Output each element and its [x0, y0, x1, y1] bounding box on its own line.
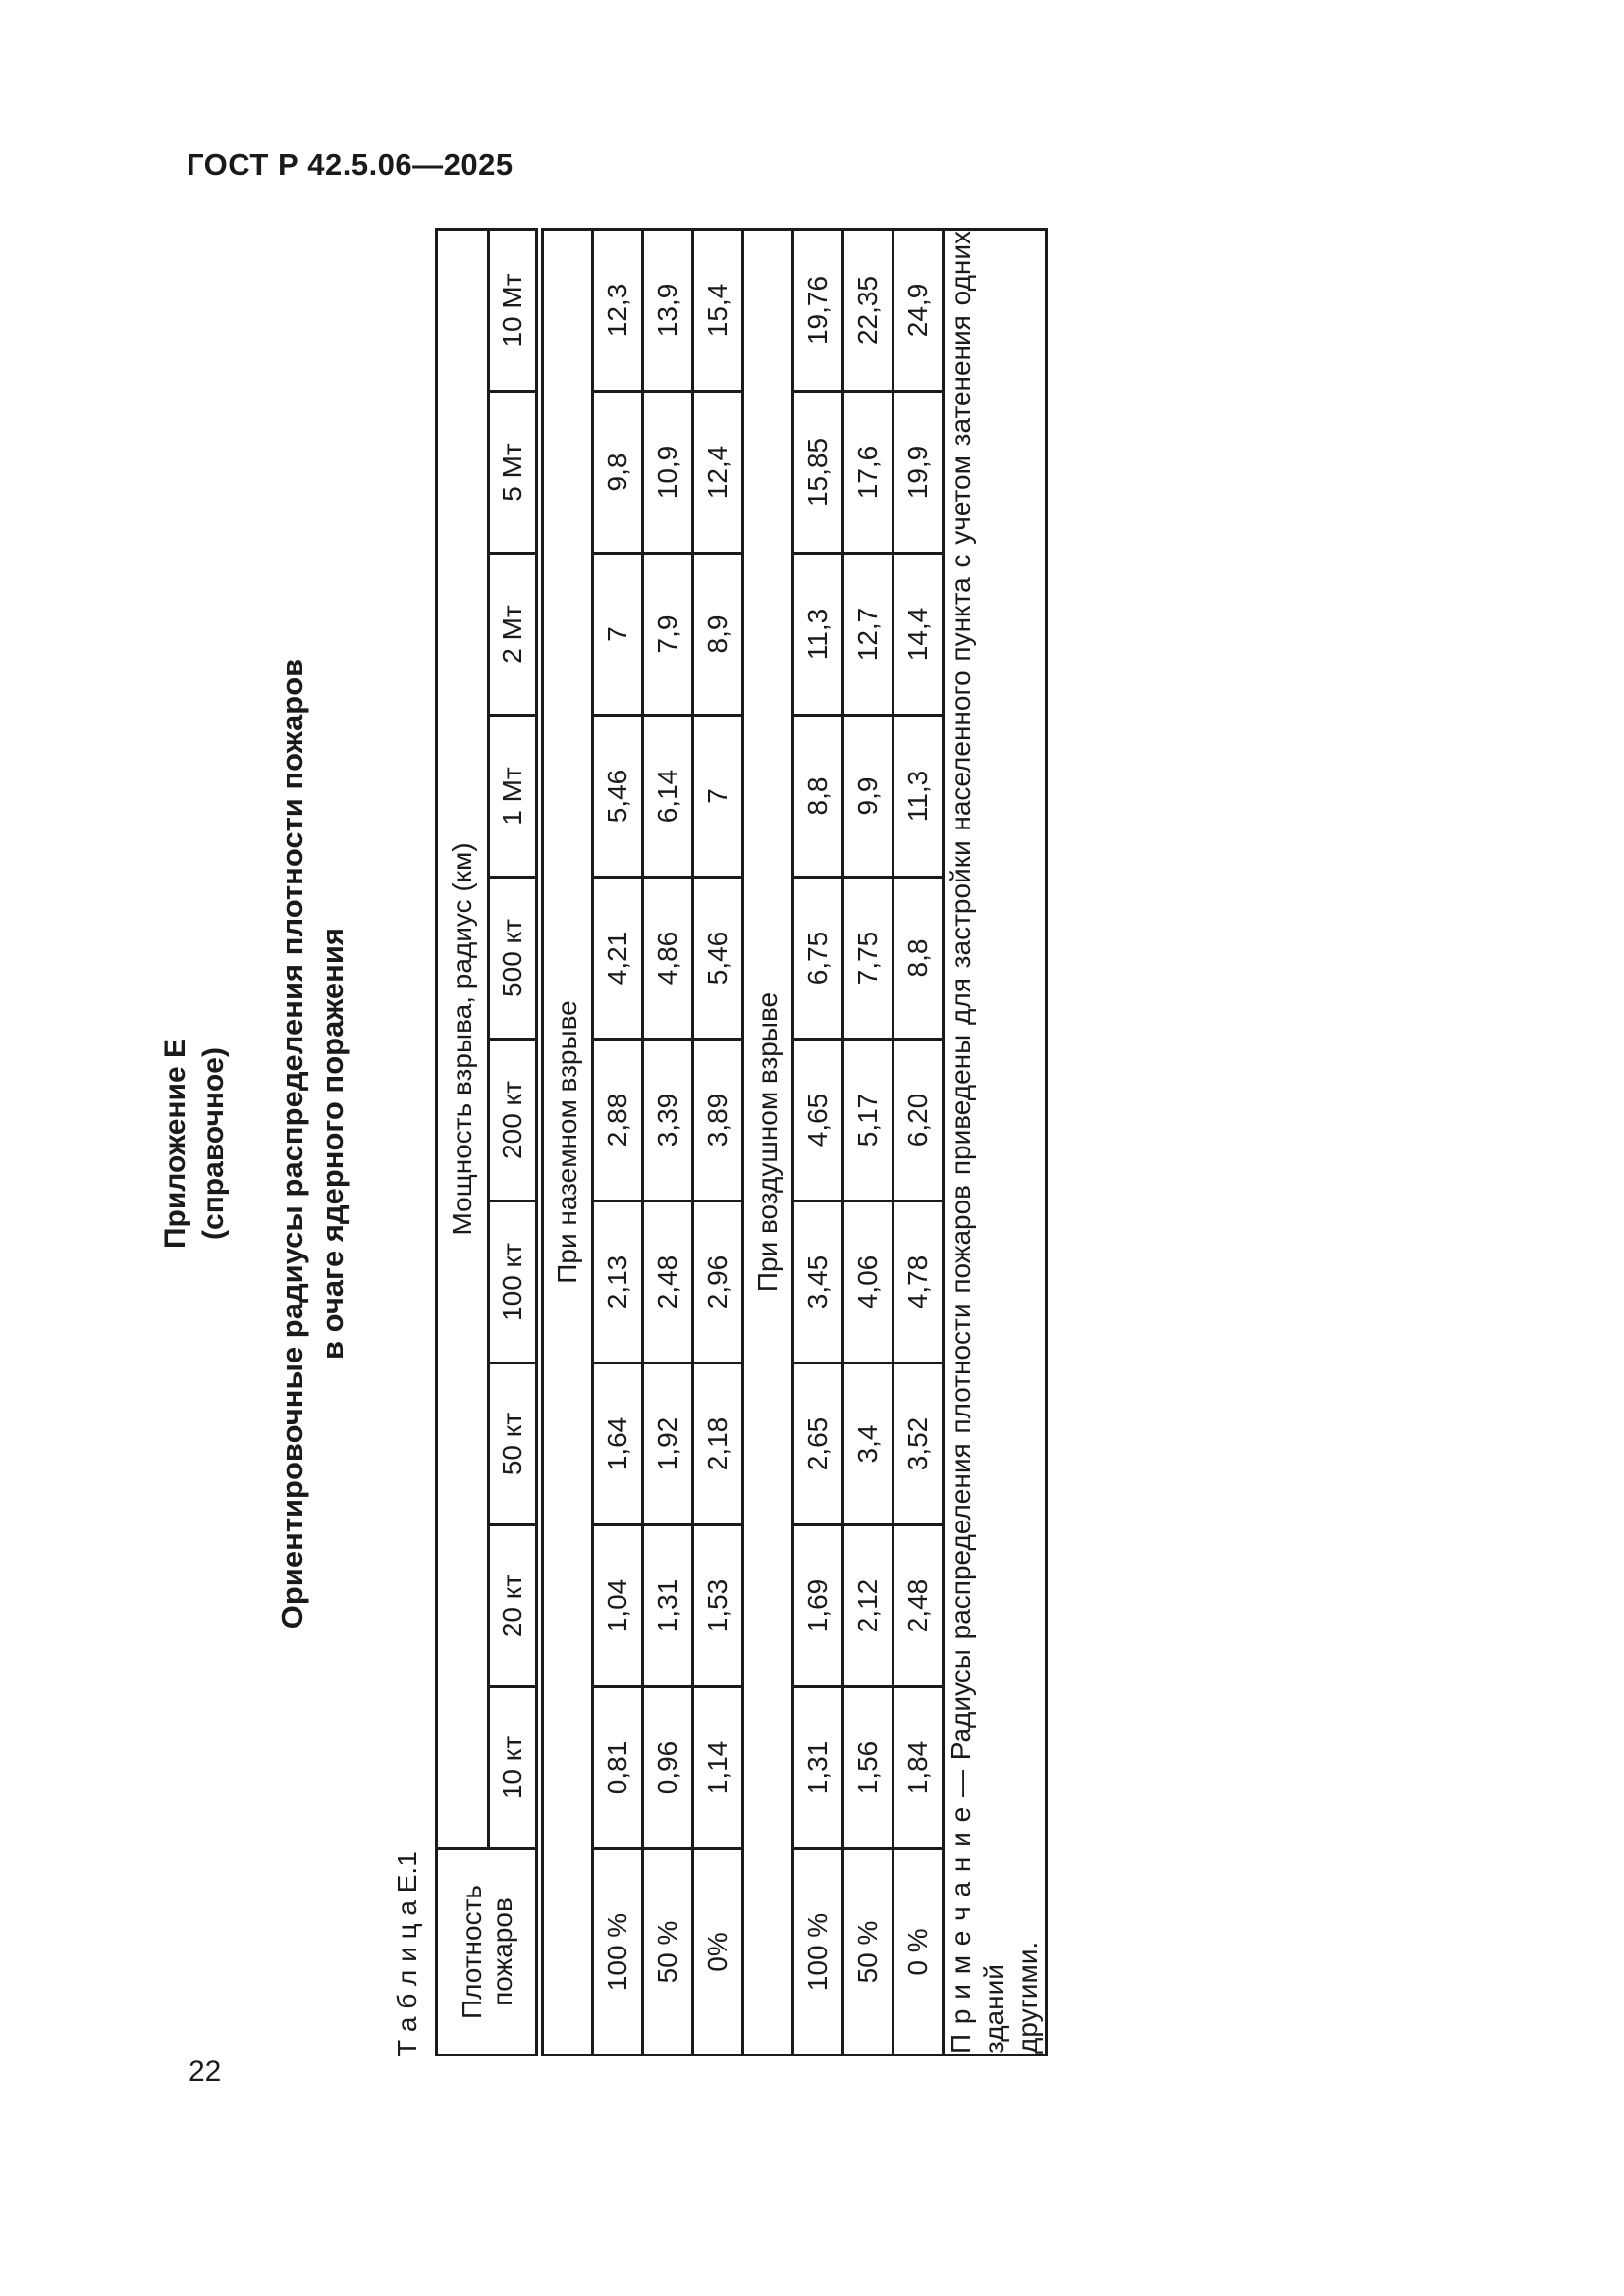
table-cell: 9,8 [593, 392, 643, 554]
table-cell: 22,35 [843, 229, 893, 391]
row-label: 100 % [793, 1849, 843, 2056]
fire-density-table [435, 228, 1048, 2056]
table-cell: 2,96 [693, 1201, 743, 1363]
table-cell: 5,17 [843, 1040, 893, 1201]
power-column-header: 100 кт [489, 1201, 540, 1363]
table-cell: 1,64 [593, 1363, 643, 1525]
table-row [693, 229, 743, 2055]
table-cell: 17,6 [843, 392, 893, 554]
table-cell: 7 [593, 554, 643, 716]
table-cell: 19,9 [893, 392, 944, 554]
table-cell: 13,9 [643, 229, 693, 391]
row-label: 50 % [843, 1849, 893, 2056]
table-cell: 3,39 [643, 1040, 693, 1201]
table-row [643, 229, 693, 2055]
table-cell: 0,96 [643, 1687, 693, 1849]
table-cell: 12,7 [843, 554, 893, 716]
table-cell: 2,48 [643, 1201, 693, 1363]
table-cell: 24,9 [893, 229, 944, 391]
table-cell: 1,56 [843, 1687, 893, 1849]
power-column-header: 10 кт [489, 1687, 540, 1849]
table-cell: 15,85 [793, 392, 843, 554]
power-column-header: 50 кт [489, 1363, 540, 1525]
table-cell: 2,18 [693, 1363, 743, 1525]
table-cell: 1,14 [693, 1687, 743, 1849]
table-cell: 4,78 [893, 1201, 944, 1363]
table-cell: 15,4 [693, 229, 743, 391]
table-cell: 1,84 [893, 1687, 944, 1849]
table-cell: 0,81 [593, 1687, 643, 1849]
table-cell: 1,04 [593, 1525, 643, 1687]
table-cell: 2,48 [893, 1525, 944, 1687]
table-cell: 11,3 [893, 716, 944, 878]
table-cell: 6,14 [643, 716, 693, 878]
table-cell: 1,31 [643, 1525, 693, 1687]
table-note-line2: другими. [1012, 1941, 1043, 2054]
table-cell: 5,46 [593, 716, 643, 878]
power-column-header: 1 Мт [489, 716, 540, 878]
table-cell: 5,46 [693, 878, 743, 1040]
appendix-subtitle: (справочное) [197, 1047, 230, 1240]
appendix-title-line1: Ориентировочные радиусы распределения плотности пожаров [275, 658, 309, 1629]
row-label: 0% [693, 1849, 743, 2056]
table-row [593, 229, 643, 2055]
power-column-header: 500 кт [489, 878, 540, 1040]
doc-header: ГОСТ Р 42.5.06—2025 [187, 147, 514, 182]
table-cell: 2,12 [843, 1525, 893, 1687]
rotated-table-block [147, 230, 1043, 2056]
table-cell: 3,52 [893, 1363, 944, 1525]
table-cell: 3,4 [843, 1363, 893, 1525]
density-header-line2: пожаров [486, 1897, 517, 2006]
table-cell: 4,06 [843, 1201, 893, 1363]
row-label: 100 % [593, 1849, 643, 2056]
section-header-ground-burst: При наземном взрыве [540, 229, 593, 2055]
table-cell: 8,8 [893, 878, 944, 1040]
appendix-label: Приложение Е [159, 1038, 191, 1250]
table-cell: 4,65 [793, 1040, 843, 1201]
table-note-line1: П р и м е ч а н и е — Радиусы распределения плотности пожаров приведены для застройки населенного пункта с учетом затенения одних зданий [946, 230, 1009, 2054]
table-cell: 12,3 [593, 229, 643, 391]
appendix-title [272, 231, 352, 2056]
power-column-header: 5 Мт [489, 392, 540, 554]
table-row [893, 229, 944, 2055]
table-cell: 10,9 [643, 392, 693, 554]
table-cell: 1,53 [693, 1525, 743, 1687]
table-note [944, 229, 1047, 2055]
table-cell: 9,9 [843, 716, 893, 878]
appendix-title-line2: в очаге ядерного поражения [315, 928, 350, 1361]
table-cell: 2,88 [593, 1040, 643, 1201]
table-cell: 3,45 [793, 1201, 843, 1363]
table-row [793, 229, 843, 2055]
table-row [843, 229, 893, 2055]
power-column-header: 200 кт [489, 1040, 540, 1201]
power-column-header: 10 Мт [489, 229, 540, 391]
table-cell: 1,69 [793, 1525, 843, 1687]
table-cell: 7,9 [643, 554, 693, 716]
table-cell: 14,4 [893, 554, 944, 716]
table-caption: Т а б л и ц а Е.1 [392, 1851, 422, 2056]
power-column-header: 2 Мт [489, 554, 540, 716]
table-cell: 11,3 [793, 554, 843, 716]
table-cell: 19,76 [793, 229, 843, 391]
power-header: Мощность взрыва, радиус (км) [437, 229, 489, 1848]
table-cell: 4,21 [593, 878, 643, 1040]
table-cell: 2,13 [593, 1201, 643, 1363]
table-cell: 6,75 [793, 878, 843, 1040]
table-cell: 7,75 [843, 878, 893, 1040]
table-cell: 8,8 [793, 716, 843, 878]
table-cell: 6,20 [893, 1040, 944, 1201]
table-cell: 7 [693, 716, 743, 878]
table-cell: 4,86 [643, 878, 693, 1040]
table-cell: 3,89 [693, 1040, 743, 1201]
page-number: 22 [189, 2056, 222, 2088]
density-column-header [437, 1849, 540, 2056]
table-cell: 1,92 [643, 1363, 693, 1525]
table-cell: 1,31 [793, 1687, 843, 1849]
section-header-air-burst: При воздушном взрыве [743, 229, 793, 2055]
table-cell: 12,4 [693, 392, 743, 554]
table-cell: 8,9 [693, 554, 743, 716]
row-label: 0 % [893, 1849, 944, 2056]
table-cell: 2,65 [793, 1363, 843, 1525]
power-column-header: 20 кт [489, 1525, 540, 1687]
density-header-line1: Плотность [456, 1885, 487, 2020]
row-label: 50 % [643, 1849, 693, 2056]
